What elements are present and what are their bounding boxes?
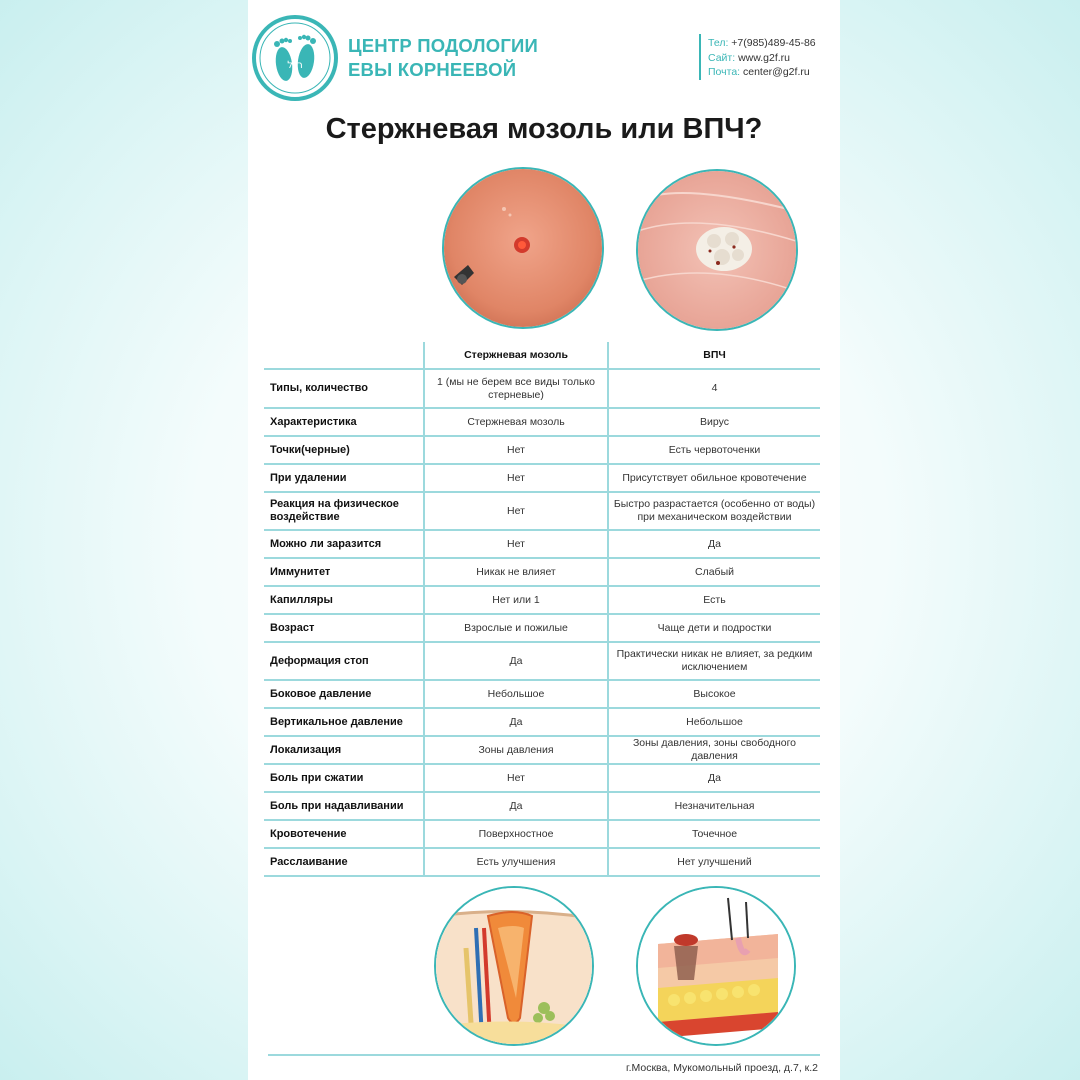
hpv-cell: Слабый	[608, 558, 820, 586]
wart-diagram	[636, 886, 796, 1046]
table-row	[264, 492, 820, 530]
row-label: Типы, количество	[264, 369, 424, 408]
callus-cell: Да	[424, 642, 608, 680]
hpv-cell: Точечное	[608, 820, 820, 848]
hpv-cell: Практически никак не влияет, за редким исключением	[608, 642, 820, 680]
table-row	[264, 586, 820, 614]
hpv-cell: Небольшое	[608, 708, 820, 736]
callus-cell: Нет или 1	[424, 586, 608, 614]
callus-cell: Взрослые и пожилые	[424, 614, 608, 642]
table-row	[264, 369, 820, 408]
row-label: Локализация	[264, 736, 424, 764]
row-label: При удалении	[264, 464, 424, 492]
callus-cell: Зоны давления	[424, 736, 608, 764]
hpv-cell: Чаще дети и подростки	[608, 614, 820, 642]
hpv-cell: Да	[608, 764, 820, 792]
callus-cell: Нет	[424, 464, 608, 492]
header-hpv: ВПЧ	[608, 342, 820, 369]
brand-line-1: ЦЕНТР ПОДОЛОГИИ	[348, 35, 538, 56]
table-row	[264, 558, 820, 586]
row-label: Расслаивание	[264, 848, 424, 876]
row-label: Возраст	[264, 614, 424, 642]
row-label: Можно ли заразится	[264, 530, 424, 558]
hpv-cell: Нет улучшений	[608, 848, 820, 876]
row-label: Боль при надавливании	[264, 792, 424, 820]
site-label: Сайт:	[708, 51, 736, 64]
callus-cell: Нет	[424, 530, 608, 558]
hpv-cell: Быстро разрастается (особенно от воды) при механическом воздействии	[608, 492, 820, 530]
table-row	[264, 792, 820, 820]
callus-cell: Нет	[424, 764, 608, 792]
hpv-cell: Да	[608, 530, 820, 558]
callus-cell: Стержневая мозоль	[424, 408, 608, 436]
hpv-cell: Высокое	[608, 680, 820, 708]
row-label: Характеристика	[264, 408, 424, 436]
hpv-cell: Зоны давления, зоны свободного давления	[608, 736, 820, 764]
row-label: Деформация стоп	[264, 642, 424, 680]
callus-cell: Небольшое	[424, 680, 608, 708]
callus-cell: Нет	[424, 436, 608, 464]
hpv-cell: Есть червоточенки	[608, 436, 820, 464]
table-row	[264, 820, 820, 848]
footer-divider	[268, 1054, 820, 1056]
header-callus: Стержневая мозоль	[424, 342, 608, 369]
callus-cell: Есть улучшения	[424, 848, 608, 876]
header-empty	[264, 342, 424, 369]
hpv-cell: Присутствует обильное кровотечение	[608, 464, 820, 492]
contacts-block	[708, 36, 816, 80]
row-label: Реакция на физическое воздействие	[264, 492, 424, 530]
site-value[interactable]: www.g2f.ru	[738, 51, 790, 64]
row-label: Точки(черные)	[264, 436, 424, 464]
row-label: Капилляры	[264, 586, 424, 614]
callus-cell: Нет	[424, 492, 608, 530]
phone-value[interactable]: +7(985)489-45-86	[731, 37, 816, 49]
hpv-cell: Незначительная	[608, 792, 820, 820]
table-row	[264, 680, 820, 708]
table-row	[264, 848, 820, 876]
logo-text: רגל	[287, 60, 303, 71]
table-row	[264, 614, 820, 642]
row-label: Кровотечение	[264, 820, 424, 848]
table-row	[264, 530, 820, 558]
table-row	[264, 642, 820, 680]
foot-logo-icon	[251, 14, 339, 102]
callus-cell: Никак не влияет	[424, 558, 608, 586]
mail-label: Почта:	[708, 66, 741, 78]
callus-diagram	[434, 886, 594, 1046]
phone-label: Тел:	[708, 37, 729, 49]
table-row	[264, 708, 820, 736]
callus-cell: 1 (мы не берем все виды только стерневые)	[424, 369, 608, 408]
header-divider	[699, 34, 701, 80]
table-row	[264, 436, 820, 464]
row-label: Иммунитет	[264, 558, 424, 586]
table-row	[264, 736, 820, 764]
row-label: Боковое давление	[264, 680, 424, 708]
table-row	[264, 464, 820, 492]
table-header-row	[264, 342, 820, 369]
hpv-cell: Есть	[608, 586, 820, 614]
callus-photo	[442, 167, 604, 329]
callus-cell: Поверхностное	[424, 820, 608, 848]
row-label: Боль при сжатии	[264, 764, 424, 792]
callus-cell: Да	[424, 708, 608, 736]
table-row	[264, 764, 820, 792]
comparison-table	[264, 342, 820, 877]
hpv-cell: 4	[608, 369, 820, 408]
page-title: Стержневая мозоль или ВПЧ?	[325, 113, 763, 145]
table-row	[264, 408, 820, 436]
row-label: Вертикальное давление	[264, 708, 424, 736]
callus-cell: Да	[424, 792, 608, 820]
brand-name	[348, 34, 538, 82]
footer-address: г.Москва, Мукомольный проезд, д.7, к.2	[626, 1062, 818, 1074]
brand-line-2: ЕВЫ КОРНЕЕВОЙ	[348, 59, 517, 80]
mail-value[interactable]: center@g2f.ru	[743, 66, 810, 78]
wart-photo	[636, 169, 798, 331]
hpv-cell: Вирус	[608, 408, 820, 436]
